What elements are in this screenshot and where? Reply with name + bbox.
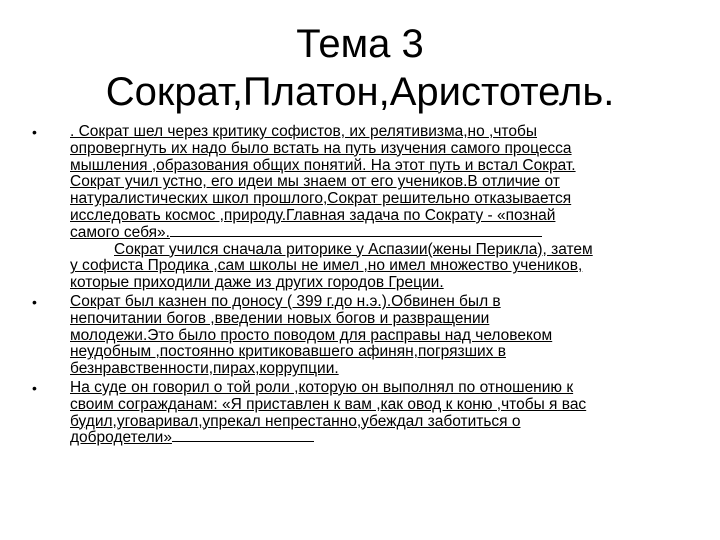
text-line: которые приходили даже из других городов Греции. [70,274,444,292]
bullet-socrates-method [30,124,680,292]
text-segment: самого себя». [70,223,170,241]
bullet-dot-icon: • [32,293,37,310]
bullet-dot-icon: • [32,379,37,396]
slide-title [60,20,660,116]
text-line: безнравственности,пирах,коррупции. [70,360,339,378]
bullet-list [30,124,680,447]
title-line-2: Сократ,Платон,Аристотель. [105,70,615,114]
text-line: Сократ учил устно, его идеи мы знаем от его учеников.В отличие от [70,173,560,191]
text-line: будил,уговаривал,упрекал непрестанно,убеждал заботиться о [70,412,521,430]
underline-blank [172,440,314,442]
text-line: своим согражданам: «Я приставлен к вам ,как овод к коню ,чтобы я вас [70,395,587,413]
text-line: у софиста Продика ,сам школы не имел ,но имел множество учеников, [70,257,583,275]
text-line: . Сократ шел через критику софистов, их релятивизма,но ,чтобы [70,123,537,140]
text-line: На суде он говорил о той роли ,которую он выполнял по отношению к [70,378,574,396]
text-line: опровергнуть их надо было встать на путь изучения самого процесса [70,139,572,157]
bullet-socrates-speech [30,380,680,447]
text-line: непочитании богов ,введении новых богов и развращении [70,309,490,327]
text-line-with-blank [70,430,680,447]
underline-blank [170,235,542,237]
text-line: Сократ учился сначала риторике у Аспазии(жены Перикла), затем [114,240,593,258]
text-line: Сократ был казнен по доносу ( 399 г.до н.э.).Обвинен был в [70,292,501,310]
text-segment: добродетели» [70,429,172,447]
text-line: исследовать космос ,природу.Главная задача по Сократу - «познай [70,206,556,224]
text-line: натуралистических школ прошлого,Сократ решительно отказывается [70,190,572,208]
text-line: молодежи.Это было просто поводом для расправы над человеком [70,326,553,344]
bullet-socrates-trial [30,294,680,378]
bullet-dot-icon: • [32,124,37,140]
text-line-with-blank [70,225,680,242]
title-line-1: Тема 3 [296,22,424,66]
text-line: неудобным ,постоянно критиковавшего афинян,погрязших в [70,343,506,361]
text-line: мышления ,образования общих понятий. На этот путь и встал Сократ. [70,156,576,174]
